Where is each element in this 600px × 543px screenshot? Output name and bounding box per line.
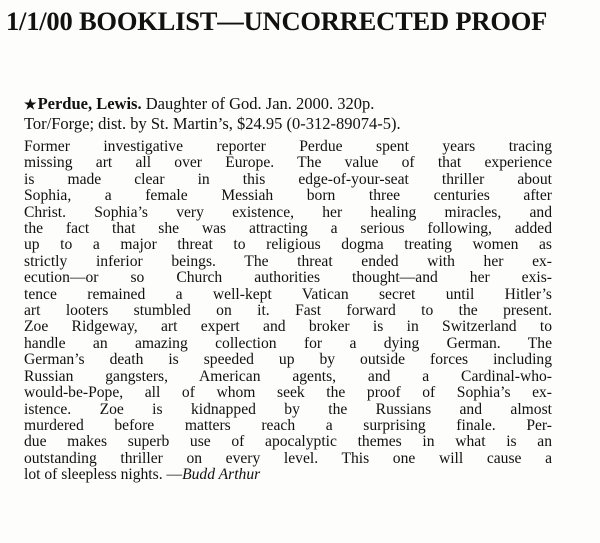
book-citation (24, 95, 401, 133)
review-line: ecution—or so Church authorities thought—and her exis- (24, 269, 552, 287)
reviewer-name: Budd Arthur (182, 466, 261, 484)
review-line: Former investigative reporter Perdue spent years tracing (24, 138, 552, 155)
author-name: Perdue, Lewis. (37, 94, 142, 113)
review-line: tence remained a well-kept Vatican secret until Hitler’s (24, 285, 552, 303)
starred-review-icon: ★ (24, 98, 37, 113)
review-closing-text: lot of sleepless nights. — (24, 466, 183, 484)
review-line: art looters stumbled on it. Fast forward to the present. (24, 302, 552, 320)
citation-line-2: Tor/Forge; dist. by St. Martin’s, $24.95 (0-312-89074-5). (24, 114, 401, 133)
review-line: murdered before matters reach a surprising finale. Per- (24, 416, 552, 434)
review-line: Zoe Ridgeway, art expert and broker is in Switzerland to (24, 318, 552, 336)
review-closing-line (24, 467, 552, 483)
review-line: would-be-Pope, all of whom seek the proof of Sophia’s ex- (24, 384, 552, 402)
review-line: Russian gangsters, American agents, and a Cardinal-who- (24, 367, 552, 385)
review-line: due makes superb use of apocalyptic themes in what is an (24, 433, 552, 451)
review-line: outstanding thriller on every level. This one will cause a (24, 449, 552, 467)
review-line: up to a major threat to religious dogma treating women as (24, 236, 552, 254)
review-line: German’s death is speeded up by outside forces including (24, 351, 552, 369)
citation-line-1 (24, 95, 401, 115)
review-line: the fact that she was attracting a serious following, added (24, 220, 552, 238)
review-line: handle an amazing collection for a dying German. The (24, 334, 552, 352)
review-line: Christ. Sophia’s very existence, her healing miracles, and (24, 203, 552, 221)
review-line: missing art all over Europe. The value of that experience (24, 154, 552, 172)
review-line: is made clear in this edge-of-your-seat thriller about (24, 170, 552, 188)
review-line: Sophia, a female Messiah born three centuries after (24, 187, 552, 205)
review-body (24, 139, 552, 484)
book-title-details: Daughter of God. Jan. 2000. 320p. (145, 94, 375, 113)
page-header: 1/1/00 BOOKLIST—UNCORRECTED PROOF (6, 6, 548, 36)
review-line: strictly inferior beings. The threat ended with her ex- (24, 252, 552, 270)
review-line: istence. Zoe is kidnapped by the Russians and almost (24, 400, 552, 418)
